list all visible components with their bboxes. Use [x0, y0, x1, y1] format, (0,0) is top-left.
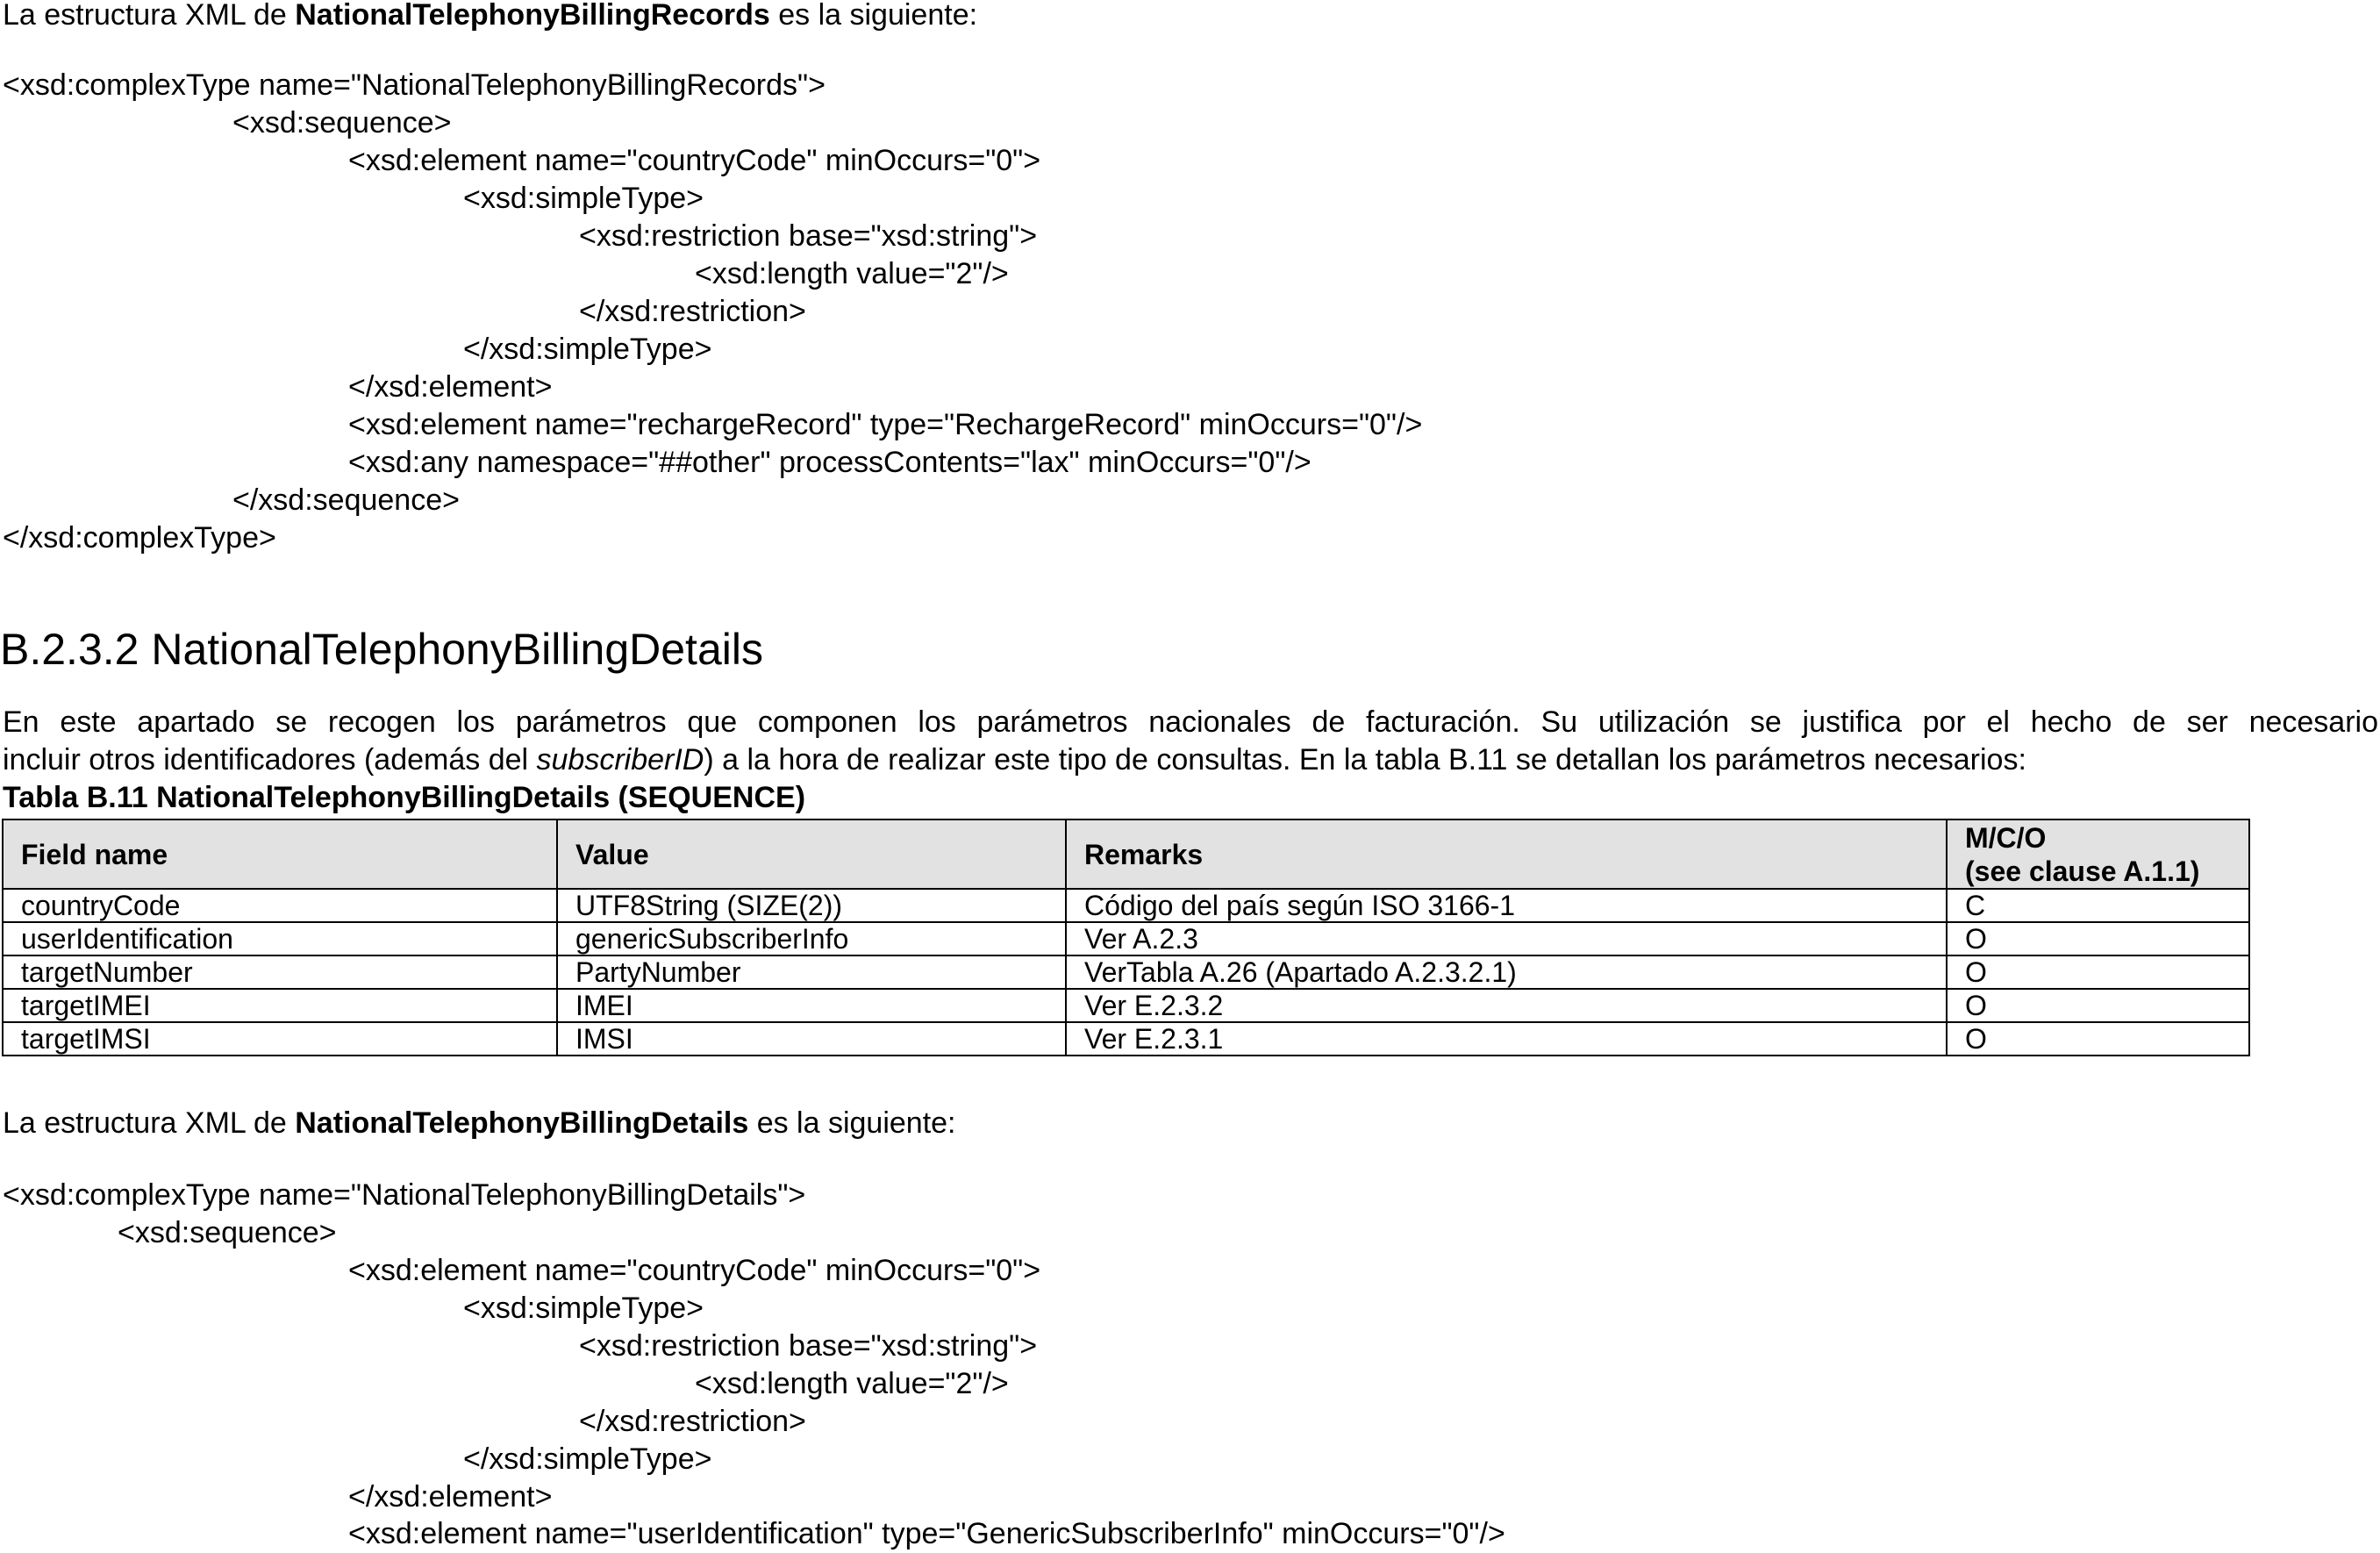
code-line: <xsd:complexType name="NationalTelephonyBillingDetails">	[3, 1178, 806, 1212]
cell-field-name: countryCode	[3, 889, 557, 922]
table-row	[3, 955, 2249, 989]
table-row	[3, 989, 2249, 1022]
cell-value: UTF8String (SIZE(2))	[557, 889, 1066, 922]
paragraph-emphasis: subscriberID	[536, 743, 704, 776]
code-line: <xsd:element name="countryCode" minOccurs="0">	[348, 1254, 1041, 1287]
header-field-name: Field name	[3, 819, 557, 889]
code-line: <xsd:simpleType>	[463, 182, 704, 215]
code-line: <xsd:sequence>	[232, 106, 452, 140]
code-line: <xsd:complexType name="NationalTelephonyBillingRecords">	[3, 68, 825, 102]
code-line: <xsd:element name="countryCode" minOccurs="0">	[348, 144, 1041, 177]
code-line: <xsd:restriction base="xsd:string">	[579, 1329, 1038, 1363]
cell-mco: O	[1947, 989, 2249, 1022]
cell-remarks: Ver A.2.3	[1066, 922, 1947, 955]
code-line: <xsd:simpleType>	[463, 1292, 704, 1325]
intro-line-records	[3, 0, 977, 33]
table-header-row	[3, 819, 2249, 889]
cell-mco: O	[1947, 1022, 2249, 1056]
cell-mco: O	[1947, 955, 2249, 989]
code-line: </xsd:restriction>	[579, 295, 806, 328]
intro-suffix: es la siguiente:	[748, 1106, 956, 1140]
code-line: <xsd:any namespace="##other" processContents="lax" minOccurs="0"/>	[348, 446, 1312, 479]
code-line: </xsd:restriction>	[579, 1405, 806, 1438]
cell-remarks: Ver E.2.3.1	[1066, 1022, 1947, 1056]
table-row	[3, 889, 2249, 922]
code-line: <xsd:element name="rechargeRecord" type="RechargeRecord" minOccurs="0"/>	[348, 408, 1423, 441]
intro-line-details	[3, 1105, 956, 1141]
paragraph-line: En este apartado se recogen los parámetros que componen los parámetros nacionales de facturación. Su utilización se justifica por el hecho de ser necesario	[3, 705, 2378, 739]
cell-remarks: VerTabla A.26 (Apartado A.2.3.2.1)	[1066, 955, 1947, 989]
code-line: <xsd:element name="userIdentification" type="GenericSubscriberInfo" minOccurs="0"/>	[348, 1517, 1505, 1550]
paragraph-line	[3, 741, 2378, 778]
spec-table	[2, 819, 2250, 1056]
code-line: </xsd:element>	[348, 370, 553, 404]
intro-type-name: NationalTelephonyBillingDetails	[295, 1106, 749, 1140]
cell-field-name: userIdentification	[3, 922, 557, 955]
code-line: <xsd:restriction base="xsd:string">	[579, 219, 1038, 253]
table-caption: Tabla B.11 NationalTelephonyBillingDetails (SEQUENCE)	[3, 781, 806, 814]
header-mco	[1947, 819, 2249, 889]
cell-field-name: targetIMSI	[3, 1022, 557, 1056]
intro-type-name: NationalTelephonyBillingRecords	[295, 0, 770, 32]
code-line: <xsd:length value="2"/>	[695, 1367, 1009, 1400]
cell-mco: O	[1947, 922, 2249, 955]
cell-field-name: targetIMEI	[3, 989, 557, 1022]
cell-mco: C	[1947, 889, 2249, 922]
cell-value: genericSubscriberInfo	[557, 922, 1066, 955]
section-heading: B.2.3.2 NationalTelephonyBillingDetails	[0, 625, 763, 674]
code-line: </xsd:sequence>	[232, 483, 460, 517]
code-line: </xsd:element>	[348, 1480, 553, 1514]
cell-remarks: Ver E.2.3.2	[1066, 989, 1947, 1022]
paragraph-text: incluir otros identificadores (además del	[3, 743, 537, 776]
header-mco-line: M/C/O	[1965, 821, 2047, 854]
cell-remarks: Código del país según ISO 3166-1	[1066, 889, 1947, 922]
table-row	[3, 922, 2249, 955]
cell-field-name: targetNumber	[3, 955, 557, 989]
intro-suffix: es la siguiente:	[769, 0, 978, 32]
header-value: Value	[557, 819, 1066, 889]
code-line: </xsd:simpleType>	[463, 333, 712, 366]
cell-value: IMSI	[557, 1022, 1066, 1056]
code-line: </xsd:simpleType>	[463, 1442, 712, 1476]
header-mco-clause: (see clause A.1.1)	[1965, 855, 2200, 887]
table-row	[3, 1022, 2249, 1056]
cell-value: IMEI	[557, 989, 1066, 1022]
code-line: </xsd:complexType>	[3, 521, 276, 555]
code-line: <xsd:sequence>	[118, 1216, 337, 1249]
header-remarks: Remarks	[1066, 819, 1947, 889]
intro-prefix: La estructura XML de	[3, 0, 296, 32]
cell-value: PartyNumber	[557, 955, 1066, 989]
intro-prefix: La estructura XML de	[3, 1106, 296, 1140]
paragraph-text: ) a la hora de realizar este tipo de consultas. En la tabla B.11 se detallan los parámetros necesarios:	[704, 743, 2026, 776]
code-line: <xsd:length value="2"/>	[695, 257, 1009, 290]
